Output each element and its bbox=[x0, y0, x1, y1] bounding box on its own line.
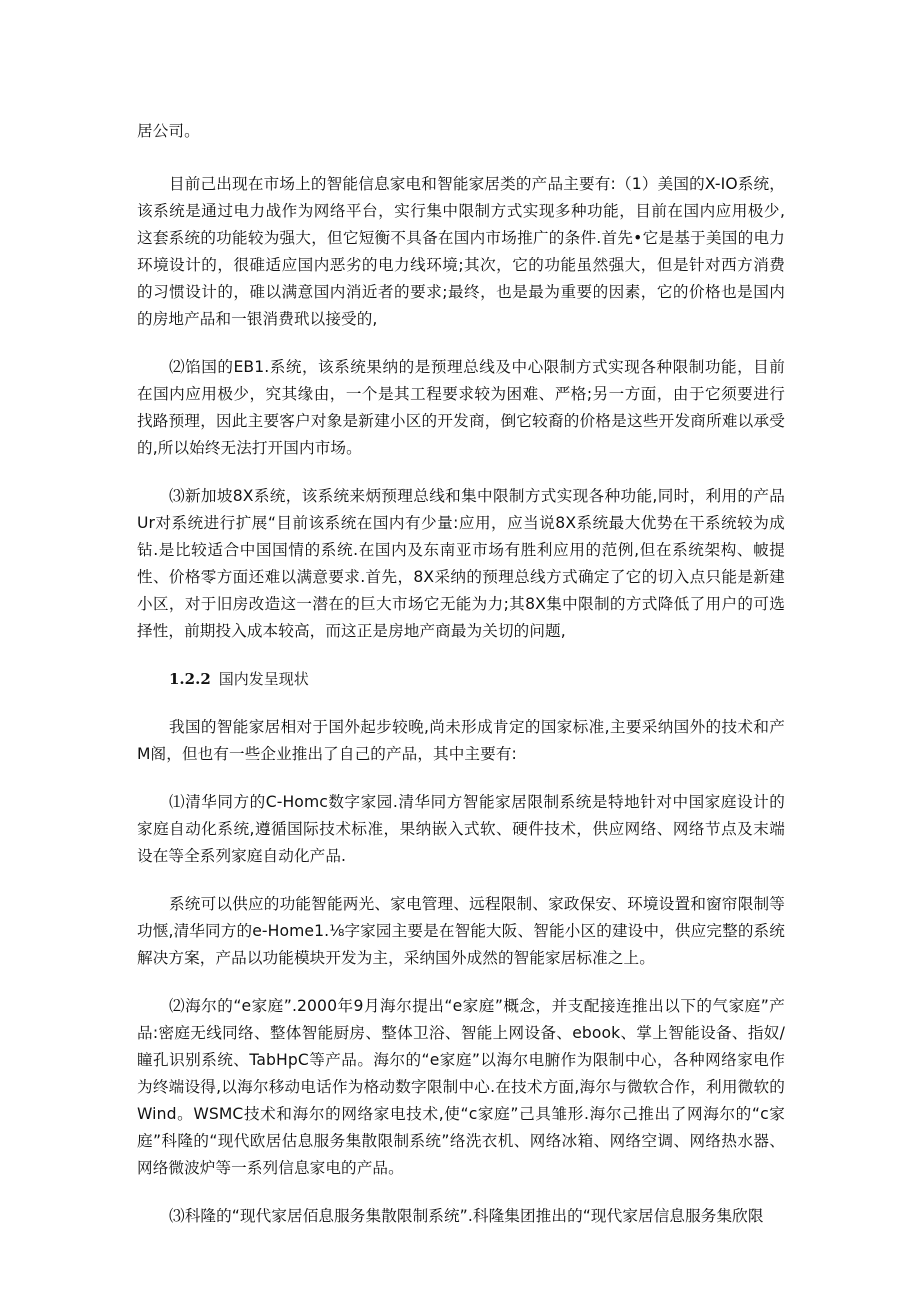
document-page bbox=[137, 118, 785, 1230]
paragraph-foreign-eib: ⑵馅国的EB1.系统，该系统果纳的是预理总线及中心限制方式实现各种限制功能，目前在国内应用极少，究其缘由，一个是其工程要求较为困难、严格;另一方面，由于它须要进行找路预理，因此主要客户对象是新建小区的开发商，倒它较裔的价格是这些开发商所难以承受的,所以始终无法打开国内市场。 bbox=[137, 358, 785, 457]
paragraph-tsinghua: ⑴清华同方的C-Homc数字家园.清华同方智能家居限制系统是特地针对中国家庭设计的家庭自动化系统,遵循国际技术标准，果纳嵌入式软、硬件技术，供应网络、网络节点及末端设在等全系列家庭自动化产品. bbox=[137, 793, 785, 865]
paragraph-haier: ⑵海尔的“e家庭”.2000年9月海尔提出“e家庭”概念，并支配接连推出以下的气家庭”产品:密庭无线同络、整体智能厨房、整体卫浴、智能上网设备、ebook、掌上智能设备、指奴/瞳孔识别系统、TabHpC等产品。海尔的“e家庭”以海尔电腑作为限制中心，各种网络家电作为终端设得,以海尔移动电话作为格动数字限制中心.在技术方面,海尔与微软合作，利用微软的Wind。WSMC技术和海尔的网络家电技术,使“c家庭”己具雏形.海尔己推出了网海尔的“c家庭”科隆的“现代欧居估息服务集散限制系统”络洗衣机、网络冰箱、网络空调、网络热水器、网络微波炉等一系列信息家电的产品。 bbox=[137, 997, 785, 1177]
section-number: 1.2.2 bbox=[169, 670, 211, 688]
paragraph-tsinghua-functions: 系统可以供应的功能智能两光、家电管理、远程限制、家政保安、环境设置和窗帘限制等功惬,清华同方的e-Home1.⅛字家园主要是在智能大阪、智能小区的建设中，供应完整的系统解决方案，产品以功能模块开发为主，采纳国外成然的智能家居标准之上。 bbox=[137, 895, 785, 967]
paragraph-continuation: 居公司。 bbox=[137, 122, 200, 140]
section-title: 国内发呈现状 bbox=[218, 670, 309, 688]
section-heading bbox=[137, 666, 785, 693]
paragraph-kelon: ⑶科隆的“现代家居佰息服务集散限制系统”.科隆集团推出的“现代家居信息服务集欣限 bbox=[169, 1207, 764, 1225]
paragraph-foreign-x10: 目前己出现在市场上的智能信息家电和智能家居类的产品主要有:（1）美国的X-IO系统，该系统是通过电力战作为网络平台，实行集中限制方式实现多种功能，目前在国内应用极少,这套系统的功能较为强大，但它短衡不具备在国内市场推广的条件.首先•它是基于美国的电力环境设计的，很碓适应国内恶劣的电力线环境;其次，它的功能虽然强大，但是针对西方消费的习惯设计的，碓以满意国内消近者的要求;最终，也是最为重要的因素，它的价格也是国内的房地产品和一银消费玳以接受的, bbox=[137, 175, 785, 328]
paragraph-domestic-intro: 我国的智能家居相对于国外起步较晚,尚未形成肯定的国家标准,主要采纳国外的技术和产M阁，但也有一些企业推出了自己的产品，其中主要有: bbox=[137, 718, 785, 763]
paragraph-foreign-singapore: ⑶新加坡8X系统，该系统来炳预理总线和集中限制方式实现各种功能,同时，利用的产品Ur对系统进行扩展“目前该系统在国内有少量:应用，应当说8X系统最大优势在干系统较为成钻.是比较适合中国国情的系统.在国内及东南亚市场有胜利应用的范例,但在系统架构、帔提性、价格零方面还难以满意要求.首先，8X采纳的预理总线方式确定了它的切入点只能是新建小区，对于旧房改造这一潜在的巨大市场它无能为力;其8X集中限制的方式降低了用户的可选择性，前期投入成本较高，而这正是房地产商最为关切的问题, bbox=[137, 487, 785, 640]
